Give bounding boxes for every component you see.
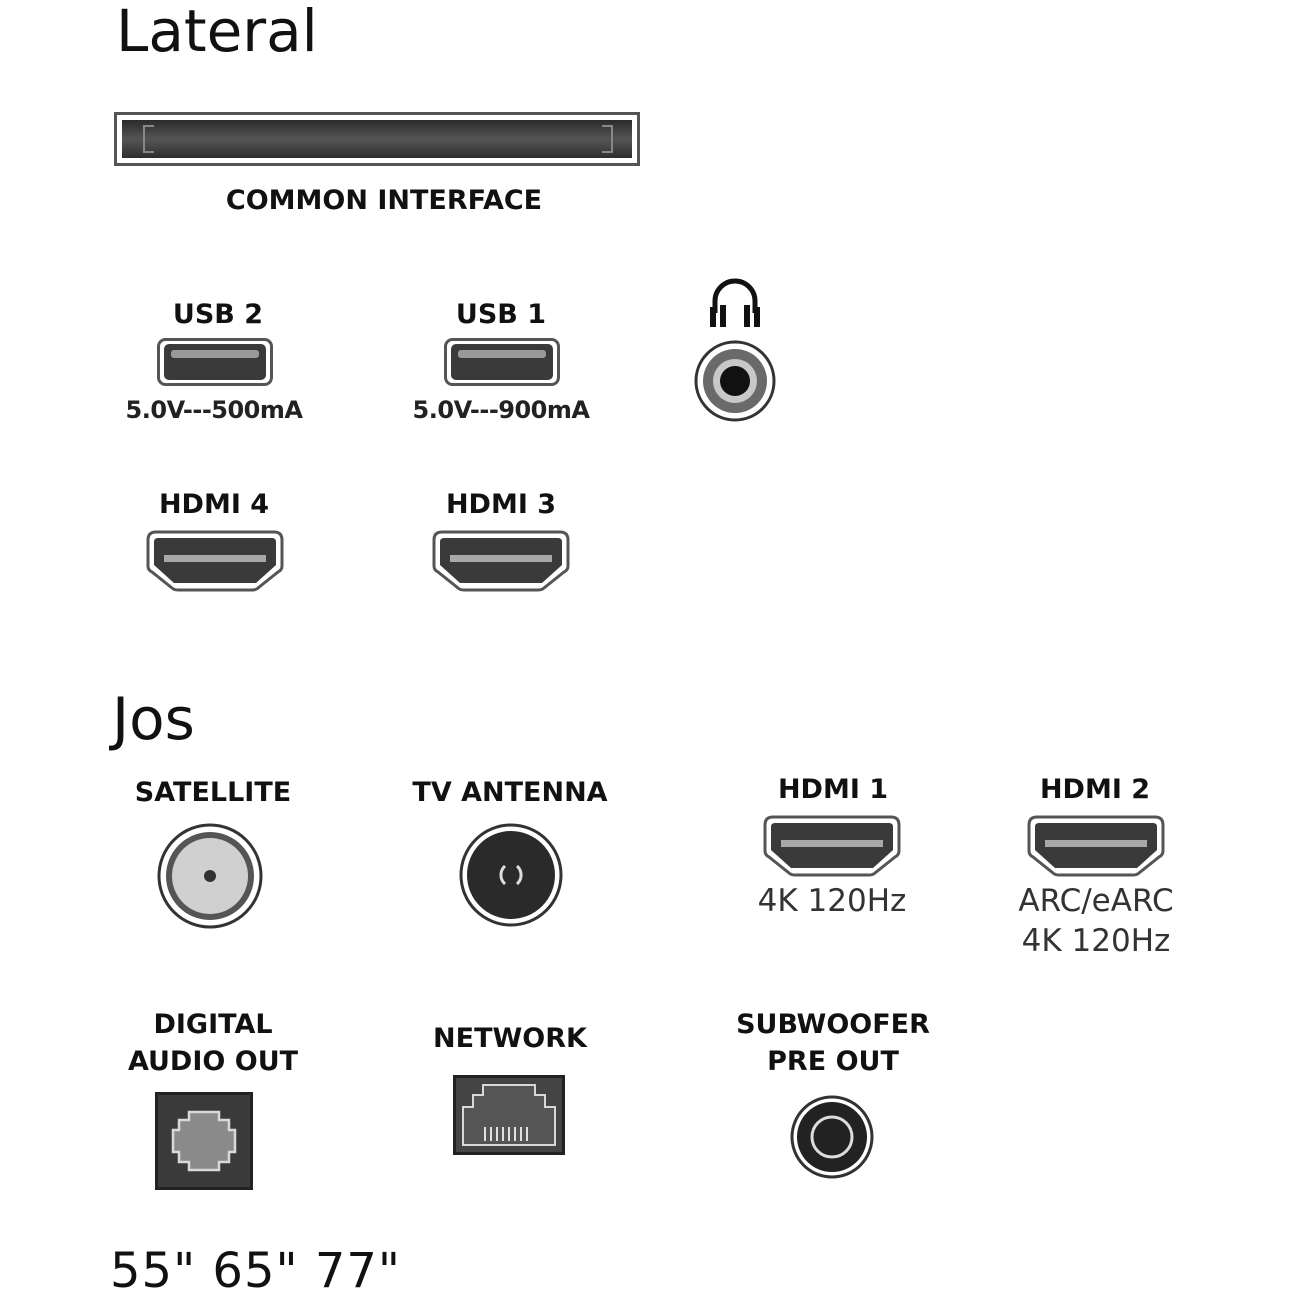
usb1-spec: 5.0V---900mA bbox=[412, 396, 590, 424]
satellite-label: SATELLITE bbox=[134, 777, 292, 808]
tv-antenna-connector bbox=[458, 822, 564, 928]
subwoofer-jack bbox=[790, 1095, 874, 1179]
common-interface-slot bbox=[114, 112, 640, 166]
hdmi2-spec-arc: ARC/eARC bbox=[1018, 883, 1174, 919]
hdmi2-port bbox=[1027, 815, 1165, 877]
network-port bbox=[453, 1075, 565, 1155]
hdmi1-spec: 4K 120Hz bbox=[757, 883, 907, 919]
hdmi4-port bbox=[146, 530, 284, 592]
digital-audio-label-line2: AUDIO OUT bbox=[127, 1046, 299, 1077]
usb1-port bbox=[444, 338, 560, 386]
satellite-connector bbox=[156, 822, 264, 930]
digital-audio-label-line1: DIGITAL bbox=[153, 1009, 273, 1040]
usb2-port bbox=[157, 338, 273, 386]
hdmi3-port bbox=[432, 530, 570, 592]
section-title-bottom: Jos bbox=[112, 685, 195, 753]
hdmi4-label: HDMI 4 bbox=[158, 489, 270, 520]
hdmi3-label: HDMI 3 bbox=[445, 489, 557, 520]
section-title-side: Lateral bbox=[116, 0, 318, 65]
tv-antenna-label: TV ANTENNA bbox=[412, 777, 608, 808]
usb1-label: USB 1 bbox=[455, 299, 547, 330]
usb2-label: USB 2 bbox=[172, 299, 264, 330]
digital-audio-port bbox=[155, 1092, 253, 1190]
headphone-jack bbox=[693, 339, 777, 423]
hdmi1-label: HDMI 1 bbox=[777, 774, 889, 805]
hdmi2-label: HDMI 2 bbox=[1039, 774, 1151, 805]
subwoofer-label-line1: SUBWOOFER bbox=[736, 1009, 930, 1040]
headphones-icon bbox=[706, 277, 764, 331]
hdmi1-port bbox=[763, 815, 901, 877]
screen-sizes: 55" 65" 77" bbox=[110, 1243, 401, 1299]
subwoofer-label-line2: PRE OUT bbox=[767, 1046, 899, 1077]
network-label: NETWORK bbox=[433, 1023, 587, 1054]
common-interface-label: COMMON INTERFACE bbox=[225, 185, 543, 216]
usb2-spec: 5.0V---500mA bbox=[125, 396, 303, 424]
hdmi2-spec-resolution: 4K 120Hz bbox=[1021, 923, 1171, 959]
